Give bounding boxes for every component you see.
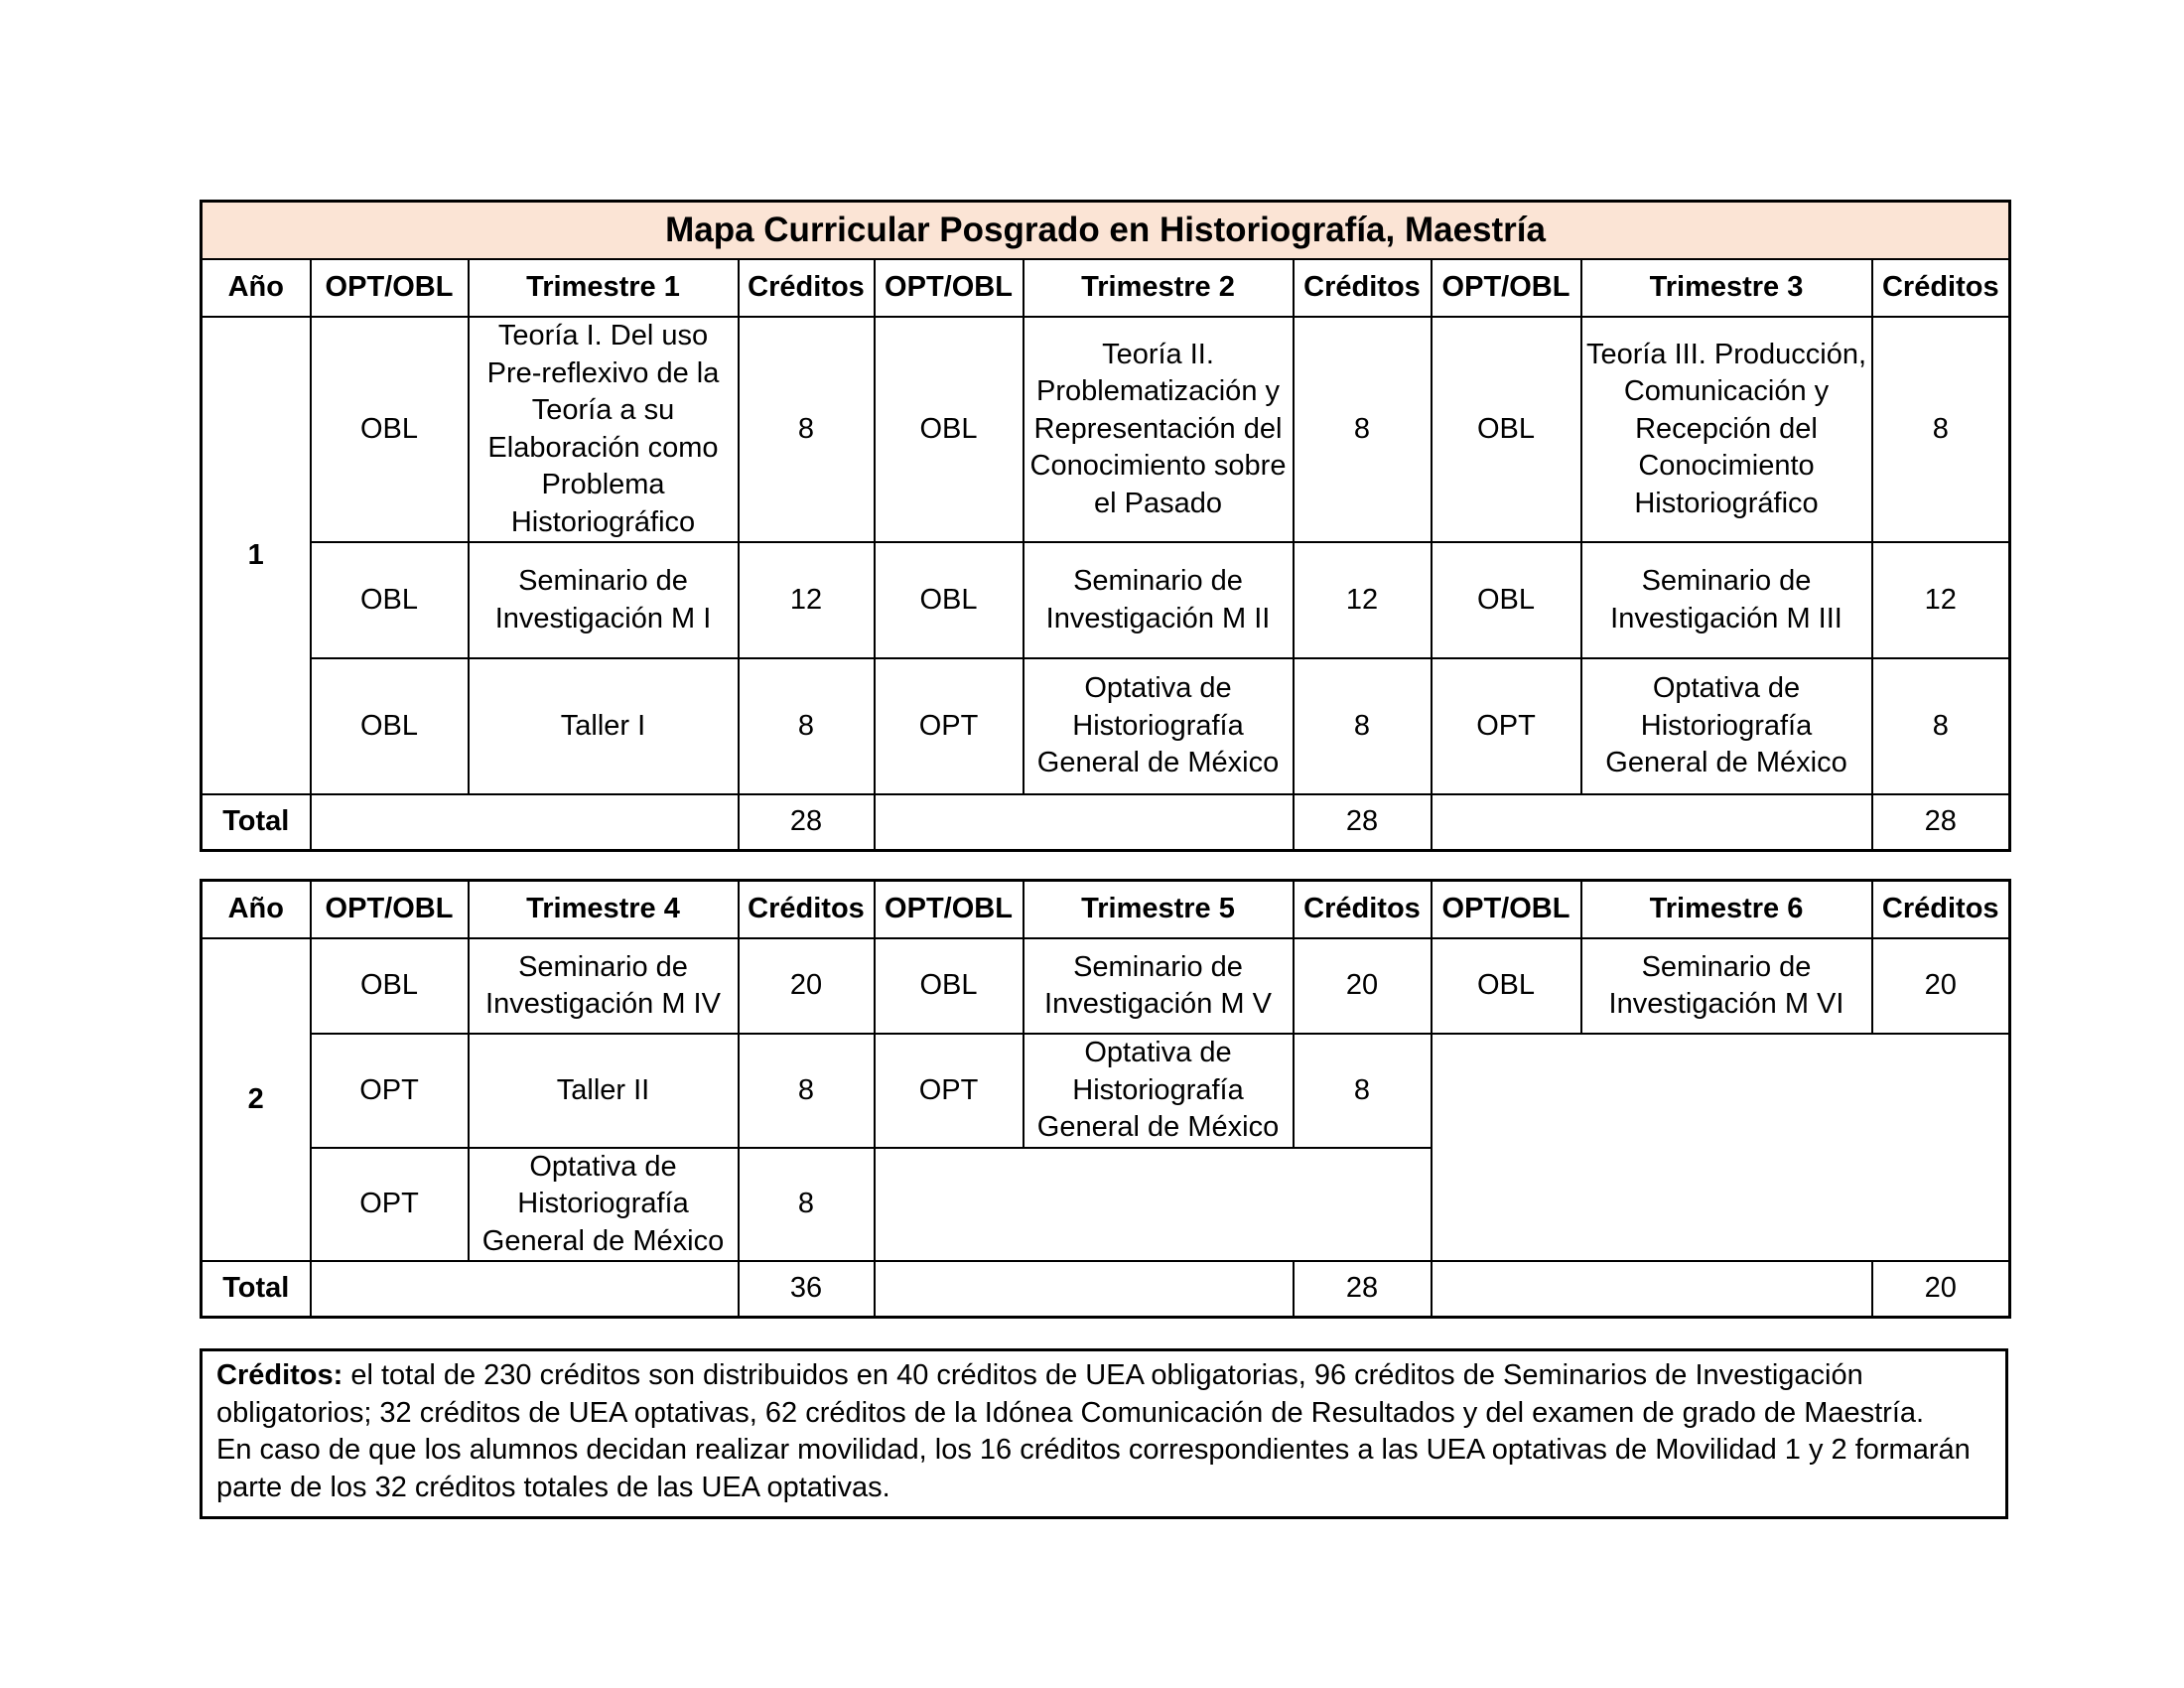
course-type: OBL bbox=[1432, 542, 1581, 658]
course-credits: 8 bbox=[739, 317, 875, 542]
course-name: Teoría III. Producción, Comunicación y Recepción del Conocimiento Historiográfico bbox=[1581, 317, 1872, 542]
course-type: OBL bbox=[875, 938, 1024, 1034]
column-header-trimester-4: Trimestre 4 bbox=[469, 881, 739, 939]
column-header-year: Año bbox=[202, 259, 311, 317]
course-type: OBL bbox=[311, 542, 469, 658]
column-header-type: OPT/OBL bbox=[1432, 881, 1581, 939]
column-header-credits: Créditos bbox=[1294, 259, 1432, 317]
column-header-credits: Créditos bbox=[1872, 259, 2010, 317]
page-title: Mapa Curricular Posgrado en Historiografía, Maestría bbox=[202, 202, 2010, 260]
course-credits: 8 bbox=[1872, 317, 2010, 542]
empty-cell bbox=[875, 794, 1294, 850]
year-cell: 2 bbox=[202, 938, 311, 1261]
course-name: Optativa de Historiografía General de México bbox=[1581, 658, 1872, 794]
empty-cell bbox=[1432, 1034, 2010, 1261]
course-type: OBL bbox=[311, 317, 469, 542]
empty-cell bbox=[1432, 794, 1872, 850]
course-credits: 20 bbox=[739, 938, 875, 1034]
course-credits: 20 bbox=[1294, 938, 1432, 1034]
course-credits: 8 bbox=[1872, 658, 2010, 794]
table-row bbox=[202, 542, 2010, 658]
empty-cell bbox=[311, 1261, 739, 1317]
course-type: OPT bbox=[875, 1034, 1024, 1148]
column-header-type: OPT/OBL bbox=[311, 881, 469, 939]
column-header-trimester-1: Trimestre 1 bbox=[469, 259, 739, 317]
course-credits: 12 bbox=[1294, 542, 1432, 658]
year-cell: 1 bbox=[202, 317, 311, 794]
course-credits: 8 bbox=[1294, 1034, 1432, 1148]
course-type: OBL bbox=[311, 658, 469, 794]
column-header-credits: Créditos bbox=[739, 881, 875, 939]
total-row bbox=[202, 794, 2010, 850]
course-credits: 8 bbox=[739, 1034, 875, 1148]
empty-cell bbox=[875, 1261, 1294, 1317]
course-name: Seminario de Investigación M I bbox=[469, 542, 739, 658]
column-header-type: OPT/OBL bbox=[311, 259, 469, 317]
empty-cell bbox=[1432, 1261, 1872, 1317]
total-label: Total bbox=[202, 1261, 311, 1317]
total-label: Total bbox=[202, 794, 311, 850]
table-row bbox=[202, 317, 2010, 542]
course-type: OBL bbox=[1432, 938, 1581, 1034]
total-credits: 36 bbox=[739, 1261, 875, 1317]
empty-cell bbox=[311, 794, 739, 850]
course-name: Optativa de Historiografía General de México bbox=[1024, 1034, 1294, 1148]
column-header-type: OPT/OBL bbox=[875, 259, 1024, 317]
total-credits: 28 bbox=[1294, 794, 1432, 850]
mobility-note-text: En caso de que los alumnos decidan realizar movilidad, los 16 créditos correspondientes a las UEA optativas de Movilidad 1 y 2 formarán parte de los 32 créditos totales de las UEA optativas. bbox=[216, 1434, 1971, 1503]
column-header-trimester-3: Trimestre 3 bbox=[1581, 259, 1872, 317]
course-name: Optativa de Historiografía General de México bbox=[1024, 658, 1294, 794]
course-type: OPT bbox=[875, 658, 1024, 794]
total-credits: 28 bbox=[1294, 1261, 1432, 1317]
course-name: Seminario de Investigación M III bbox=[1581, 542, 1872, 658]
empty-cell bbox=[875, 1148, 1432, 1262]
column-header-credits: Créditos bbox=[739, 259, 875, 317]
total-row bbox=[202, 1261, 2010, 1317]
table-header-row bbox=[202, 881, 2010, 939]
column-header-type: OPT/OBL bbox=[1432, 259, 1581, 317]
table-row bbox=[202, 658, 2010, 794]
course-type: OBL bbox=[1432, 317, 1581, 542]
curriculum-table-year-1 bbox=[200, 200, 2011, 852]
total-credits: 28 bbox=[739, 794, 875, 850]
column-header-type: OPT/OBL bbox=[875, 881, 1024, 939]
course-credits: 8 bbox=[1294, 658, 1432, 794]
course-name: Teoría I. Del uso Pre-reflexivo de la Teoría a su Elaboración como Problema Historiográfico bbox=[469, 317, 739, 542]
curriculum-table-year-2 bbox=[200, 879, 2011, 1319]
course-name: Seminario de Investigación M II bbox=[1024, 542, 1294, 658]
credits-note-text: el total de 230 créditos son distribuidos en 40 créditos de UEA obligatorias, 96 créditos de Seminarios de Investigación obligatorios; 32 créditos de UEA optativas, 62 créditos de la Idónea Comunicación de Resultados y del examen de grado de Maestría. bbox=[216, 1359, 1925, 1429]
course-credits: 8 bbox=[739, 1148, 875, 1262]
course-type: OPT bbox=[311, 1148, 469, 1262]
course-credits: 8 bbox=[739, 658, 875, 794]
total-credits: 20 bbox=[1872, 1261, 2010, 1317]
course-name: Teoría II. Problematización y Representación del Conocimiento sobre el Pasado bbox=[1024, 317, 1294, 542]
course-name: Optativa de Historiografía General de México bbox=[469, 1148, 739, 1262]
total-credits: 28 bbox=[1872, 794, 2010, 850]
column-header-credits: Créditos bbox=[1294, 881, 1432, 939]
course-type: OPT bbox=[311, 1034, 469, 1148]
course-name: Taller II bbox=[469, 1034, 739, 1148]
course-type: OBL bbox=[875, 542, 1024, 658]
course-credits: 8 bbox=[1294, 317, 1432, 542]
course-credits: 12 bbox=[1872, 542, 2010, 658]
column-header-trimester-6: Trimestre 6 bbox=[1581, 881, 1872, 939]
credits-note-paragraph bbox=[216, 1357, 1991, 1432]
course-type: OPT bbox=[1432, 658, 1581, 794]
column-header-trimester-2: Trimestre 2 bbox=[1024, 259, 1294, 317]
column-header-year: Año bbox=[202, 881, 311, 939]
table-header-row bbox=[202, 259, 2010, 317]
course-credits: 20 bbox=[1872, 938, 2010, 1034]
course-credits: 12 bbox=[739, 542, 875, 658]
course-type: OBL bbox=[311, 938, 469, 1034]
table-row bbox=[202, 938, 2010, 1034]
course-name: Seminario de Investigación M VI bbox=[1581, 938, 1872, 1034]
column-header-trimester-5: Trimestre 5 bbox=[1024, 881, 1294, 939]
column-header-credits: Créditos bbox=[1872, 881, 2010, 939]
course-name: Taller I bbox=[469, 658, 739, 794]
course-name: Seminario de Investigación M V bbox=[1024, 938, 1294, 1034]
course-type: OBL bbox=[875, 317, 1024, 542]
credits-note bbox=[200, 1348, 2008, 1519]
table-row bbox=[202, 1034, 2010, 1148]
course-name: Seminario de Investigación M IV bbox=[469, 938, 739, 1034]
credits-note-label: Créditos: bbox=[216, 1359, 343, 1391]
